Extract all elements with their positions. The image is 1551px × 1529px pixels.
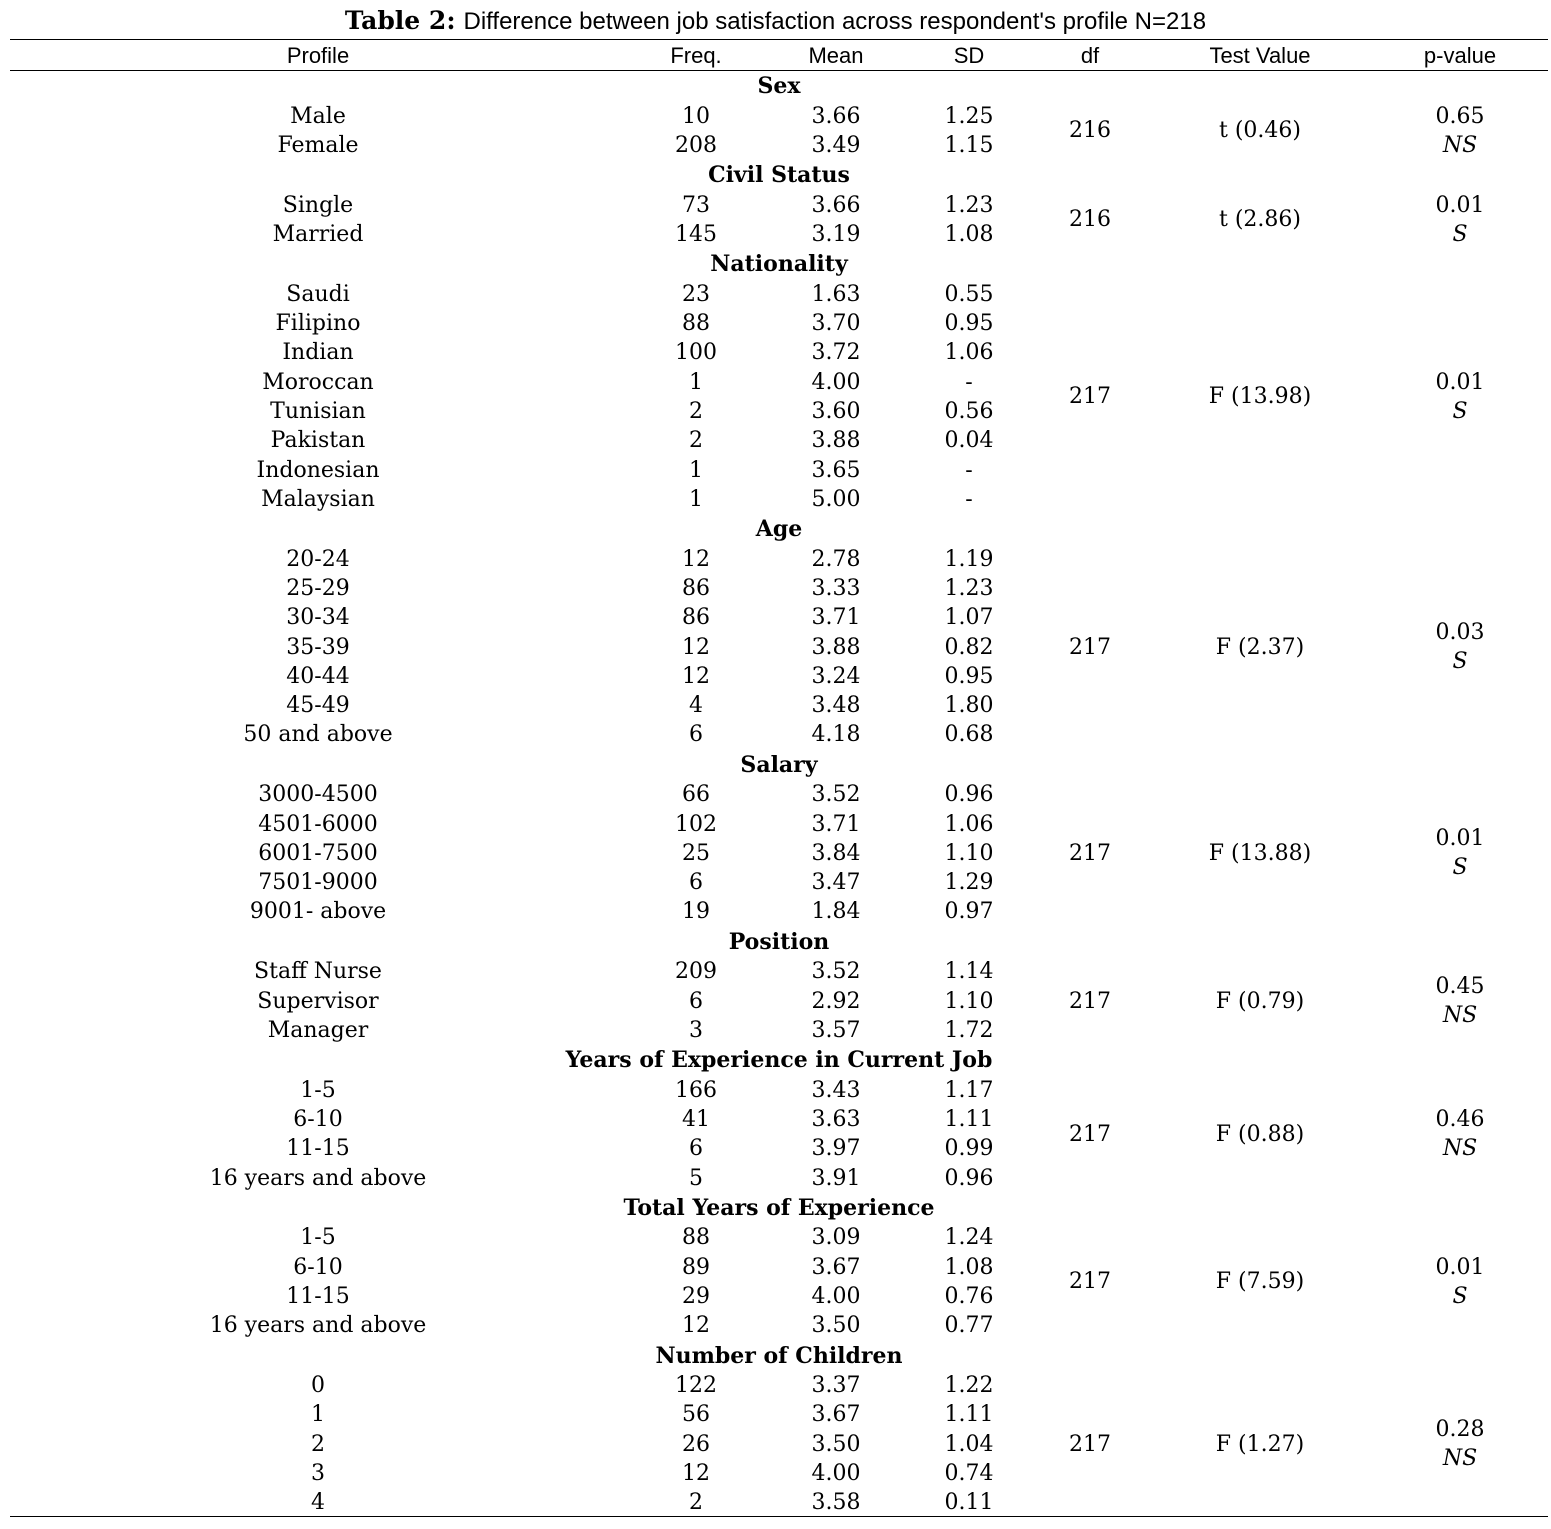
row-sd: 1.29 (944, 870, 994, 896)
row-mean: 3.52 (811, 959, 861, 985)
row-profile: Male (290, 103, 346, 129)
group-df: 217 (1069, 988, 1111, 1014)
row-mean: 3.52 (811, 782, 861, 808)
header-profile: Profile (286, 43, 350, 68)
significance-label: S (1452, 1283, 1468, 1309)
row-sd: 0.99 (944, 1136, 994, 1162)
row-profile: 6-10 (293, 1106, 343, 1132)
group-p-value (1436, 1253, 1485, 1312)
row-mean: 3.09 (811, 1225, 861, 1251)
row-profile: Indonesian (256, 457, 380, 483)
row-mean: 1.63 (811, 281, 861, 307)
row-sd: 0.55 (944, 281, 994, 307)
row-mean: 3.67 (811, 1402, 861, 1428)
row-profile: Pakistan (270, 428, 366, 454)
row-mean: 3.24 (811, 663, 861, 689)
row-freq: 1 (689, 457, 703, 483)
group-test-value: F (0.79) (1215, 988, 1305, 1014)
row-profile: 4501-6000 (258, 811, 378, 837)
row-sd: 1.15 (944, 132, 994, 158)
row-mean: 3.67 (811, 1254, 861, 1280)
group-p-value (1436, 972, 1485, 1031)
row-sd: 1.72 (944, 1017, 994, 1043)
significance-label: S (1452, 649, 1468, 675)
row-freq: 26 (682, 1431, 710, 1457)
caption-text: Difference between job satisfaction across respondent's profile N=218 (463, 8, 1207, 35)
row-profile: Staff Nurse (254, 959, 382, 985)
row-profile: Moroccan (262, 369, 374, 395)
header-mean: Mean (808, 43, 864, 68)
row-mean: 3.66 (811, 103, 861, 129)
row-freq: 19 (682, 899, 710, 925)
row-mean: 2.92 (811, 988, 861, 1014)
group-df: 216 (1069, 118, 1111, 144)
row-sd: 1.10 (944, 840, 994, 866)
row-profile: 11-15 (286, 1283, 350, 1309)
section-title: Age (755, 516, 803, 543)
row-freq: 5 (689, 1165, 703, 1191)
row-sd: 1.06 (944, 811, 994, 837)
row-profile: Filipino (275, 311, 361, 336)
row-sd: 1.80 (944, 693, 994, 719)
row-sd: 0.96 (944, 1165, 994, 1191)
row-profile: 2 (311, 1431, 325, 1457)
group-df: 217 (1069, 384, 1111, 410)
row-freq: 86 (682, 575, 710, 601)
group-df: 216 (1069, 207, 1111, 233)
row-freq: 6 (689, 1136, 703, 1162)
row-profile: 25-29 (286, 575, 350, 601)
row-freq: 209 (675, 959, 717, 985)
row-mean: 4.00 (811, 369, 861, 395)
row-profile: 3000-4500 (258, 782, 378, 808)
p-value-number: 0.46 (1435, 1106, 1485, 1132)
group-p-value (1436, 102, 1485, 161)
row-freq: 208 (675, 132, 717, 158)
row-sd: 0.77 (944, 1313, 994, 1339)
row-sd: 1.11 (944, 1106, 994, 1132)
row-profile: 30-34 (286, 605, 350, 631)
row-mean: 3.50 (811, 1431, 861, 1457)
row-mean: 3.71 (811, 811, 861, 837)
p-value-number: 0.01 (1435, 369, 1485, 395)
row-freq: 88 (682, 311, 710, 336)
row-sd: 0.74 (944, 1460, 994, 1486)
header-test-value: Test Value (1209, 43, 1311, 68)
group-p-value (1436, 824, 1485, 883)
section-title: Sex (757, 73, 801, 99)
row-freq: 2 (689, 1490, 703, 1516)
row-mean: 3.48 (811, 693, 861, 719)
row-mean: 3.47 (811, 870, 861, 896)
row-freq: 89 (682, 1254, 710, 1280)
row-sd: 1.25 (944, 103, 994, 129)
row-freq: 2 (689, 398, 703, 424)
row-sd: 1.08 (944, 221, 994, 247)
top-rule (10, 39, 1548, 40)
row-profile: 16 years and above (209, 1313, 427, 1339)
header-p-value: p-value (1423, 43, 1497, 68)
row-mean: 4.00 (811, 1283, 861, 1309)
row-freq: 41 (682, 1106, 710, 1132)
row-freq: 12 (682, 663, 710, 689)
header-df: df (1080, 43, 1100, 68)
row-sd: 1.23 (944, 192, 994, 218)
section-title: Salary (740, 751, 818, 778)
section-title: Nationality (710, 251, 848, 278)
row-profile: Malaysian (261, 486, 375, 512)
row-profile: 50 and above (243, 722, 393, 748)
row-sd: - (965, 457, 973, 483)
row-freq: 25 (682, 840, 710, 866)
row-profile: 35-39 (286, 634, 350, 660)
row-sd: 1.23 (944, 575, 994, 601)
group-p-value (1436, 191, 1485, 250)
row-freq: 4 (689, 693, 703, 719)
group-test-value: F (13.98) (1208, 384, 1312, 410)
row-mean: 5.00 (811, 486, 861, 512)
row-freq: 2 (689, 428, 703, 454)
row-freq: 100 (675, 340, 717, 366)
row-profile: Female (277, 132, 359, 158)
row-mean: 3.60 (811, 398, 861, 424)
row-mean: 1.84 (811, 899, 861, 925)
row-profile: 0 (311, 1373, 325, 1398)
row-profile: 4 (311, 1490, 325, 1516)
p-value-number: 0.45 (1435, 973, 1485, 999)
group-test-value: F (13.88) (1208, 840, 1312, 866)
row-mean: 3.37 (811, 1373, 861, 1398)
caption-number: Table 2: (344, 6, 456, 35)
row-mean: 4.00 (811, 1460, 861, 1486)
row-freq: 12 (682, 546, 710, 572)
group-test-value: t (0.46) (1219, 118, 1301, 144)
row-freq: 73 (682, 192, 710, 218)
row-profile: Single (282, 192, 354, 218)
header-freq: Freq. (670, 43, 722, 68)
row-freq: 1 (689, 369, 703, 395)
row-mean: 3.66 (811, 192, 861, 218)
row-sd: 0.96 (944, 782, 994, 808)
row-sd: 1.10 (944, 988, 994, 1014)
header-sd: SD (953, 43, 985, 68)
row-mean: 3.19 (811, 221, 861, 247)
row-mean: 4.18 (811, 722, 861, 748)
row-freq: 6 (689, 870, 703, 896)
row-sd: 1.07 (944, 605, 994, 631)
row-mean: 3.70 (811, 311, 861, 336)
section-title: Total Years of Experience (623, 1194, 935, 1221)
row-sd: 0.82 (944, 634, 994, 660)
row-freq: 56 (682, 1402, 710, 1428)
row-sd: - (965, 486, 973, 512)
group-test-value: t (2.86) (1219, 207, 1301, 233)
section-title: Number of Children (655, 1342, 903, 1369)
row-profile: 6-10 (293, 1254, 343, 1280)
row-mean: 3.88 (811, 428, 861, 454)
row-profile: 16 years and above (209, 1165, 427, 1191)
group-test-value: F (2.37) (1215, 634, 1305, 660)
table-header (0, 41, 1551, 71)
row-sd: 0.11 (944, 1490, 994, 1516)
group-p-value (1436, 368, 1485, 427)
row-mean: 3.97 (811, 1136, 861, 1162)
section-title: Position (728, 928, 830, 955)
row-sd: 0.68 (944, 722, 994, 748)
row-freq: 66 (682, 782, 710, 808)
row-profile: 6001-7500 (258, 840, 378, 866)
significance-label: S (1452, 398, 1468, 424)
row-sd: 1.06 (944, 340, 994, 366)
group-df: 217 (1069, 840, 1111, 866)
group-df: 217 (1069, 1269, 1111, 1295)
row-profile: 1 (311, 1402, 325, 1428)
section-title: Civil Status (708, 162, 850, 189)
row-freq: 88 (682, 1225, 710, 1251)
row-mean: 3.43 (811, 1077, 861, 1103)
group-p-value (1436, 1415, 1485, 1474)
row-profile: 20-24 (286, 546, 350, 572)
row-mean: 3.33 (811, 575, 861, 601)
significance-label: NS (1442, 132, 1478, 158)
row-mean: 3.58 (811, 1490, 861, 1516)
p-value-number: 0.03 (1435, 619, 1485, 645)
row-mean: 3.50 (811, 1313, 861, 1339)
group-df: 217 (1069, 634, 1111, 660)
row-mean: 3.84 (811, 840, 861, 866)
row-profile: 1-5 (300, 1077, 336, 1103)
row-profile: 1-5 (300, 1225, 336, 1251)
row-freq: 29 (682, 1283, 710, 1309)
row-profile: 3 (311, 1460, 325, 1486)
p-value-number: 0.01 (1435, 192, 1485, 218)
row-freq: 12 (682, 1313, 710, 1339)
row-sd: 0.04 (944, 428, 994, 454)
bottom-rule (10, 1516, 1548, 1517)
row-freq: 86 (682, 605, 710, 631)
p-value-number: 0.01 (1435, 1254, 1485, 1280)
table-caption (0, 4, 1551, 39)
row-freq: 122 (675, 1373, 717, 1398)
row-mean: 2.78 (811, 546, 861, 572)
row-profile: Saudi (286, 281, 350, 307)
group-p-value (1436, 618, 1485, 677)
row-freq: 145 (675, 221, 717, 247)
group-p-value (1436, 1105, 1485, 1164)
significance-label: NS (1442, 1446, 1478, 1472)
row-freq: 6 (689, 722, 703, 748)
row-sd: - (965, 369, 973, 395)
row-mean: 3.49 (811, 132, 861, 158)
group-test-value: F (0.88) (1215, 1121, 1305, 1147)
p-value-number: 0.01 (1435, 826, 1485, 852)
row-sd: 1.11 (944, 1402, 994, 1428)
row-sd: 0.56 (944, 398, 994, 424)
row-mean: 3.72 (811, 340, 861, 366)
row-freq: 1 (689, 486, 703, 512)
row-profile: 9001- above (249, 899, 387, 925)
row-freq: 102 (675, 811, 717, 837)
group-test-value: F (7.59) (1215, 1269, 1305, 1295)
row-mean: 3.57 (811, 1017, 861, 1043)
row-profile: 7501-9000 (258, 870, 378, 896)
significance-label: S (1452, 221, 1468, 247)
row-profile: Married (272, 221, 364, 247)
p-value-number: 0.28 (1435, 1416, 1485, 1442)
row-sd: 1.04 (944, 1431, 994, 1457)
section-title: Years of Experience in Current Job (565, 1047, 993, 1074)
row-sd: 1.22 (944, 1373, 994, 1398)
row-sd: 0.97 (944, 899, 994, 925)
row-sd: 0.95 (944, 663, 994, 689)
row-profile: Manager (267, 1017, 369, 1043)
group-df: 217 (1069, 1431, 1111, 1457)
row-sd: 1.14 (944, 959, 994, 985)
row-freq: 12 (682, 1460, 710, 1486)
row-profile: Tunisian (270, 398, 366, 424)
row-mean: 3.65 (811, 457, 861, 483)
row-sd: 1.17 (944, 1077, 994, 1103)
row-freq: 166 (675, 1077, 717, 1103)
row-freq: 12 (682, 634, 710, 660)
row-profile: 40-44 (286, 663, 350, 689)
row-freq: 6 (689, 988, 703, 1014)
row-profile: Supervisor (257, 988, 379, 1014)
row-freq: 3 (689, 1017, 703, 1043)
row-mean: 3.71 (811, 605, 861, 631)
group-df: 217 (1069, 1121, 1111, 1147)
row-profile: 45-49 (286, 693, 350, 719)
significance-label: NS (1442, 1136, 1478, 1162)
row-freq: 23 (682, 281, 710, 307)
row-sd: 0.76 (944, 1283, 994, 1309)
row-profile: Indian (282, 340, 354, 366)
group-test-value: F (1.27) (1215, 1431, 1305, 1457)
row-profile: 11-15 (286, 1136, 350, 1162)
significance-label: NS (1442, 1003, 1478, 1029)
row-mean: 3.88 (811, 634, 861, 660)
row-sd: 1.24 (944, 1225, 994, 1251)
row-sd: 1.08 (944, 1254, 994, 1280)
significance-label: S (1452, 855, 1468, 881)
row-sd: 1.19 (944, 546, 994, 572)
p-value-number: 0.65 (1435, 103, 1485, 129)
row-mean: 3.91 (811, 1165, 861, 1191)
row-freq: 10 (682, 103, 710, 129)
row-mean: 3.63 (811, 1106, 861, 1132)
row-sd: 0.95 (944, 311, 994, 336)
